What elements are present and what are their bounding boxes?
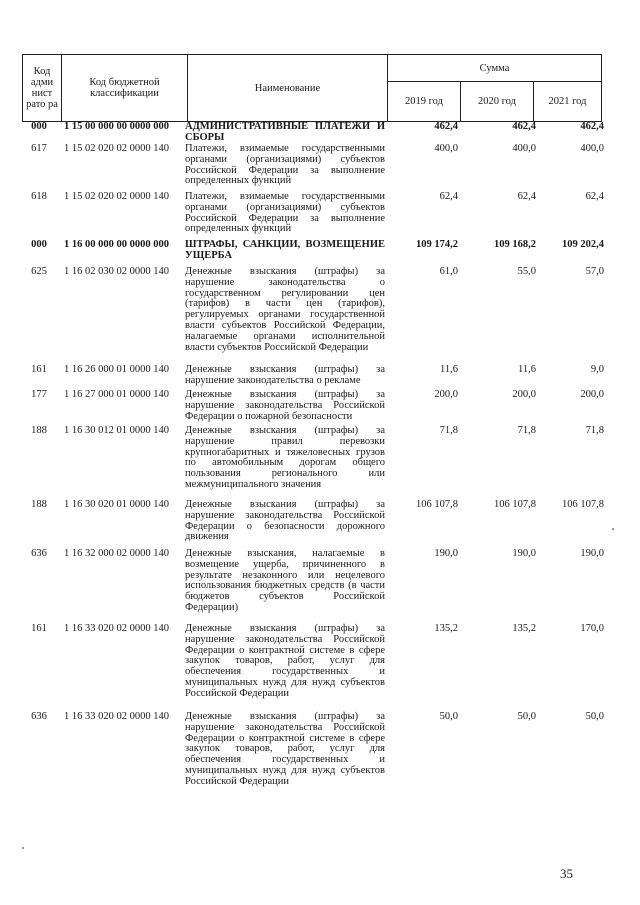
item-name: Денежные взыскания (штрафы) за нарушение законодательства Российской Федерации о безопасности дорожного движения bbox=[185, 499, 385, 543]
header-year-2019: 2019 год bbox=[387, 81, 461, 122]
value-2020: 190,0 bbox=[512, 548, 536, 559]
value-2020: 62,4 bbox=[517, 191, 536, 202]
value-2019: 400,0 bbox=[434, 143, 458, 154]
value-2019: 61,0 bbox=[439, 266, 458, 277]
header-year-2020: 2020 год bbox=[460, 81, 534, 122]
item-name: Платежи, взимаемые государственными органами (организациями) субъектов Российской Федерации за выполнение определенных функций bbox=[185, 191, 385, 235]
item-name: Денежные взыскания (штрафы) за нарушение законодательства о рекламе bbox=[185, 364, 385, 386]
value-2019: 106 107,8 bbox=[416, 499, 458, 510]
value-2020: 55,0 bbox=[517, 266, 536, 277]
item-name: ШТРАФЫ, САНКЦИИ, ВОЗМЕЩЕНИЕ УЩЕРБА bbox=[185, 239, 385, 261]
header-name: Наименование bbox=[187, 54, 388, 122]
admin-code: 617 bbox=[31, 143, 47, 154]
value-2020: 400,0 bbox=[512, 143, 536, 154]
page-number: 35 bbox=[560, 866, 573, 881]
value-2021: 109 202,4 bbox=[562, 239, 604, 250]
value-2021: 106 107,8 bbox=[562, 499, 604, 510]
value-2021: 190,0 bbox=[580, 548, 604, 559]
value-2021: 62,4 bbox=[585, 191, 604, 202]
value-2019: 62,4 bbox=[439, 191, 458, 202]
scan-mark bbox=[612, 528, 614, 530]
budget-code: 1 15 02 020 02 0000 140 bbox=[64, 143, 169, 154]
item-name: Денежные взыскания (штрафы) за нарушение законодательства Российской Федерации о пожарной безопасности bbox=[185, 389, 385, 422]
value-2019: 109 174,2 bbox=[416, 239, 458, 250]
admin-code: 636 bbox=[31, 548, 47, 559]
item-name: АДМИНИСТРАТИВНЫЕ ПЛАТЕЖИ И СБОРЫ bbox=[185, 121, 385, 143]
value-2019: 50,0 bbox=[439, 711, 458, 722]
value-2020: 11,6 bbox=[518, 364, 536, 375]
value-2021: 200,0 bbox=[580, 389, 604, 400]
table-header bbox=[22, 54, 602, 122]
value-2019: 200,0 bbox=[434, 389, 458, 400]
value-2021: 9,0 bbox=[590, 364, 604, 375]
value-2019: 11,6 bbox=[440, 364, 458, 375]
value-2021: 50,0 bbox=[585, 711, 604, 722]
value-2019: 135,2 bbox=[434, 623, 458, 634]
value-2021: 462,4 bbox=[580, 121, 604, 132]
item-name: Денежные взыскания (штрафы) за нарушение законодательства Российской Федерации о контрактной системе в сфере закупок товаров, работ, услуг для обеспечения государственных и муниципальных нужд для нужд субъектов Российской Федерации bbox=[185, 623, 385, 699]
item-name: Денежные взыскания (штрафы) за нарушение законодательства о государственном регулировании цен (тарифов) в части цен (тарифов), регулируемых органами государственной власти субъектов Российской Федерации, налагаемые органами исполнительной власти субъектов Российской Федерации bbox=[185, 266, 385, 353]
value-2019: 462,4 bbox=[434, 121, 458, 132]
budget-code: 1 16 30 012 01 0000 140 bbox=[64, 425, 169, 436]
item-name: Денежные взыскания (штрафы) за нарушение правил перевозки крупногабаритных и тяжеловесных грузов по автомобильным дорогам общего пользования регионального или межмуниципального значения bbox=[185, 425, 385, 490]
budget-code: 1 15 02 020 02 0000 140 bbox=[64, 191, 169, 202]
header-year-2021: 2021 год bbox=[533, 81, 602, 122]
value-2021: 71,8 bbox=[585, 425, 604, 436]
admin-code: 000 bbox=[31, 239, 47, 250]
value-2020: 109 168,2 bbox=[494, 239, 536, 250]
value-2020: 50,0 bbox=[517, 711, 536, 722]
value-2020: 200,0 bbox=[512, 389, 536, 400]
admin-code: 636 bbox=[31, 711, 47, 722]
header-sum: Сумма bbox=[387, 54, 602, 82]
item-name: Денежные взыскания (штрафы) за нарушение законодательства Российской Федерации о контрактной системе в сфере закупок товаров, работ, услуг для обеспечения государственных и муниципальных нужд для нужд субъектов Российской Федерации bbox=[185, 711, 385, 787]
value-2019: 190,0 bbox=[434, 548, 458, 559]
admin-code: 161 bbox=[31, 623, 47, 634]
value-2021: 57,0 bbox=[585, 266, 604, 277]
value-2021: 170,0 bbox=[580, 623, 604, 634]
header-budget-code: Код бюджетной классификации bbox=[61, 54, 188, 122]
admin-code: 625 bbox=[31, 266, 47, 277]
admin-code: 188 bbox=[31, 499, 47, 510]
value-2020: 135,2 bbox=[512, 623, 536, 634]
budget-code: 1 16 26 000 01 0000 140 bbox=[64, 364, 169, 375]
budget-code: 1 16 33 020 02 0000 140 bbox=[64, 623, 169, 634]
admin-code: 188 bbox=[31, 425, 47, 436]
scan-mark bbox=[22, 847, 24, 849]
admin-code: 161 bbox=[31, 364, 47, 375]
budget-code: 1 16 27 000 01 0000 140 bbox=[64, 389, 169, 400]
budget-code: 1 16 30 020 01 0000 140 bbox=[64, 499, 169, 510]
budget-code: 1 16 33 020 02 0000 140 bbox=[64, 711, 169, 722]
header-admin-code: Код адми нист рато ра bbox=[22, 54, 62, 122]
admin-code: 618 bbox=[31, 191, 47, 202]
budget-code: 1 16 32 000 02 0000 140 bbox=[64, 548, 169, 559]
value-2020: 462,4 bbox=[512, 121, 536, 132]
value-2020: 71,8 bbox=[517, 425, 536, 436]
budget-code: 1 16 00 000 00 0000 000 bbox=[64, 239, 169, 250]
value-2021: 400,0 bbox=[580, 143, 604, 154]
item-name: Денежные взыскания, налагаемые в возмещение ущерба, причиненного в результате незаконного или нецелевого использования бюджетных средств (в части бюджетов субъектов Российской Федерации) bbox=[185, 548, 385, 613]
value-2020: 106 107,8 bbox=[494, 499, 536, 510]
admin-code: 000 bbox=[31, 121, 47, 132]
budget-code: 1 16 02 030 02 0000 140 bbox=[64, 266, 169, 277]
budget-code: 1 15 00 000 00 0000 000 bbox=[64, 121, 169, 132]
item-name: Платежи, взимаемые государственными органами (организациями) субъектов Российской Федерации за выполнение определенных функций bbox=[185, 143, 385, 187]
admin-code: 177 bbox=[31, 389, 47, 400]
value-2019: 71,8 bbox=[439, 425, 458, 436]
